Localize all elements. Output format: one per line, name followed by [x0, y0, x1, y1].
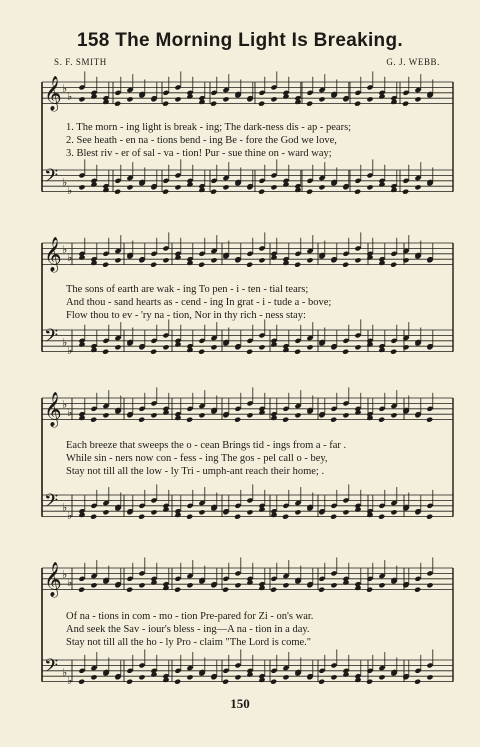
note-head [246, 349, 253, 355]
note-head [306, 344, 313, 350]
flat-icon: ♭ [67, 90, 73, 103]
note-head [294, 412, 301, 418]
note-head [150, 349, 157, 355]
treble-clef-icon: 𝄞 [44, 76, 62, 111]
lyric-line: Of na - tions in com - mo - tion Pre-pared for Zi - on's war. [66, 611, 314, 622]
note-head [198, 509, 205, 515]
note-head [162, 677, 169, 683]
note-head [210, 101, 217, 107]
note-head [306, 101, 313, 107]
note-head [258, 257, 265, 263]
note-head [246, 509, 253, 515]
lyric-line: Stay not till all the low - ly Tri - umph-ant reach their home; . [66, 466, 325, 477]
note-head [90, 347, 97, 353]
note-head [426, 514, 433, 520]
flat-icon: ♭ [67, 576, 73, 589]
lyric-line: The sons of earth are wak - ing To pen - i - ten - tial tears; [66, 284, 309, 295]
lyric-line: While sin - ners now con - fess - ing The gos - pel call o - bey, [66, 453, 328, 464]
note-head [174, 587, 181, 593]
flat-icon: ♭ [62, 398, 68, 411]
note-head [78, 254, 85, 260]
note-head [186, 514, 193, 520]
note-head [294, 509, 301, 515]
note-head [258, 585, 265, 591]
bass-clef-icon: 𝄢 [44, 166, 59, 191]
note-head [270, 96, 277, 102]
lyricist-credit: S. F. SMITH [54, 57, 107, 67]
note-head [246, 262, 253, 268]
note-head [90, 417, 97, 423]
note-head [198, 262, 205, 268]
note-head [258, 677, 265, 683]
note-head [354, 344, 361, 350]
note-head [426, 674, 433, 680]
note-head [78, 415, 85, 421]
note-head [258, 409, 265, 415]
note-head [78, 587, 85, 593]
note-head [366, 587, 373, 593]
flat-icon: ♭ [67, 509, 73, 522]
note-head [306, 257, 313, 263]
treble-clef-icon: 𝄞 [44, 392, 62, 427]
note-head [78, 679, 85, 685]
flat-icon: ♭ [67, 251, 73, 264]
note-head [366, 184, 373, 190]
lyric-line: 2. See heath - en na - tions bend - ing Be - fore the God we love, [66, 135, 337, 146]
note-head [114, 189, 121, 195]
note-head [210, 257, 217, 263]
note-head [318, 96, 325, 102]
note-head [102, 99, 109, 105]
note-head [198, 349, 205, 355]
note-head [390, 412, 397, 418]
note-head [222, 679, 229, 685]
flat-icon: ♭ [62, 501, 68, 514]
note-head [174, 254, 181, 260]
note-head [186, 181, 193, 187]
note-head [234, 417, 241, 423]
note-head [342, 671, 349, 677]
note-head [402, 257, 409, 263]
note-head [210, 189, 217, 195]
note-head [162, 409, 169, 415]
note-head [414, 587, 421, 593]
note-head [90, 93, 97, 99]
note-head [330, 514, 337, 520]
note-head [342, 579, 349, 585]
note-head [366, 341, 373, 347]
hymn-number: 158 [77, 30, 110, 51]
note-head [342, 349, 349, 355]
note-head [366, 254, 373, 260]
note-head [162, 585, 169, 591]
note-head [294, 349, 301, 355]
note-head [162, 189, 169, 195]
note-head [330, 674, 337, 680]
note-head [318, 587, 325, 593]
note-head [246, 412, 253, 418]
note-head [270, 587, 277, 593]
note-head [390, 509, 397, 515]
note-head [162, 101, 169, 107]
note-head [78, 341, 85, 347]
treble-clef-icon: 𝄞 [44, 237, 62, 272]
note-head [270, 415, 277, 421]
note-head [390, 349, 397, 355]
note-head [378, 417, 385, 423]
note-head [102, 349, 109, 355]
hymn-name: The Morning Light Is Breaking. [115, 30, 403, 51]
note-head [174, 184, 181, 190]
note-head [186, 674, 193, 680]
flat-icon: ♭ [62, 176, 68, 189]
note-head [282, 347, 289, 353]
note-head [378, 181, 385, 187]
note-head [270, 512, 277, 518]
note-head [138, 514, 145, 520]
note-head [378, 260, 385, 266]
lyric-line: Stay not till all the ho - ly Pro - claim "The Lord is come." [66, 637, 312, 648]
note-head [198, 412, 205, 418]
note-head [138, 582, 145, 588]
note-head [126, 587, 133, 593]
note-head [306, 189, 313, 195]
note-head [366, 679, 373, 685]
note-head [150, 579, 157, 585]
note-head [402, 101, 409, 107]
note-head [282, 260, 289, 266]
note-head [102, 412, 109, 418]
note-head [186, 260, 193, 266]
note-head [186, 93, 193, 99]
flat-icon: ♭ [62, 568, 68, 581]
note-head [234, 582, 241, 588]
note-head [126, 184, 133, 190]
note-head [294, 187, 301, 193]
lyric-line: 1. The morn - ing light is break - ing; The dark-ness dis - ap - pears; [66, 122, 352, 133]
note-head [330, 417, 337, 423]
note-head [90, 582, 97, 588]
note-head [354, 409, 361, 415]
note-head [282, 93, 289, 99]
note-head [378, 514, 385, 520]
note-head [270, 341, 277, 347]
note-head [174, 679, 181, 685]
note-head [414, 96, 421, 102]
note-head [150, 412, 157, 418]
page-number: 150 [230, 696, 250, 711]
note-head [186, 417, 193, 423]
note-head [426, 582, 433, 588]
note-head [198, 99, 205, 105]
note-head [186, 347, 193, 353]
note-head [414, 184, 421, 190]
note-head [246, 671, 253, 677]
note-head [90, 514, 97, 520]
note-head [330, 582, 337, 588]
note-head [258, 344, 265, 350]
note-head [222, 184, 229, 190]
note-head [138, 674, 145, 680]
note-head [366, 512, 373, 518]
note-head [102, 262, 109, 268]
note-head [150, 262, 157, 268]
treble-clef-icon: 𝄞 [44, 562, 62, 597]
note-head [354, 506, 361, 512]
note-head [282, 674, 289, 680]
note-head [138, 417, 145, 423]
note-head [126, 679, 133, 685]
note-head [78, 184, 85, 190]
note-head [174, 341, 181, 347]
note-head [222, 96, 229, 102]
lyric-line: And seek the Sav - iour's bless - ing—A na - tion in a day. [66, 624, 310, 635]
note-head [234, 514, 241, 520]
note-head [390, 99, 397, 105]
flat-icon: ♭ [62, 243, 68, 256]
note-head [102, 187, 109, 193]
note-head [342, 509, 349, 515]
flat-icon: ♭ [62, 666, 68, 679]
composer-credit: G. J. WEBB. [386, 57, 440, 67]
note-head [174, 96, 181, 102]
note-head [354, 189, 361, 195]
bass-clef-icon: 𝄢 [44, 491, 59, 516]
note-head [258, 101, 265, 107]
note-head [186, 582, 193, 588]
note-head [390, 262, 397, 268]
note-head [198, 187, 205, 193]
lyric-line: Flow thou to ev - 'ry na - tion, Nor in thy rich - ness stay: [66, 310, 306, 321]
note-head [258, 189, 265, 195]
note-head [282, 417, 289, 423]
note-head [246, 579, 253, 585]
note-head [126, 96, 133, 102]
note-head [342, 262, 349, 268]
bass-clef-icon: 𝄢 [44, 656, 59, 681]
note-head [378, 347, 385, 353]
note-head [90, 181, 97, 187]
flat-icon: ♭ [67, 674, 73, 687]
flat-icon: ♭ [62, 336, 68, 349]
note-head [258, 506, 265, 512]
note-head [162, 257, 169, 263]
note-head [282, 514, 289, 520]
note-head [270, 679, 277, 685]
note-head [294, 262, 301, 268]
note-head [162, 344, 169, 350]
note-head [282, 181, 289, 187]
note-head [114, 344, 121, 350]
note-head [366, 96, 373, 102]
note-head [270, 254, 277, 260]
lyric-line: And thou - sand hearts as - cend - ing In grat - i - tude a - bove; [66, 297, 332, 308]
note-head [102, 509, 109, 515]
note-head [426, 417, 433, 423]
note-head [390, 187, 397, 193]
note-head [294, 99, 301, 105]
note-head [354, 585, 361, 591]
note-head [402, 189, 409, 195]
note-head [378, 674, 385, 680]
note-head [378, 93, 385, 99]
lyric-line: Each breeze that sweeps the o - cean Brings tid - ings from a - far . [66, 440, 347, 451]
note-head [318, 679, 325, 685]
note-head [318, 184, 325, 190]
note-head [90, 260, 97, 266]
flat-icon: ♭ [62, 82, 68, 95]
note-head [162, 506, 169, 512]
note-head [414, 679, 421, 685]
note-head [210, 344, 217, 350]
note-head [90, 674, 97, 680]
note-head [174, 415, 181, 421]
note-head [78, 96, 85, 102]
lyric-line: 3. Blest riv - er of sal - va - tion! Pur - sue thine on - ward way; [66, 148, 332, 159]
flat-icon: ♭ [67, 406, 73, 419]
note-head [366, 415, 373, 421]
bass-clef-icon: 𝄢 [44, 326, 59, 351]
note-head [282, 582, 289, 588]
note-head [114, 257, 121, 263]
note-head [222, 587, 229, 593]
note-head [270, 184, 277, 190]
note-head [354, 677, 361, 683]
note-head [378, 582, 385, 588]
note-head [342, 412, 349, 418]
note-head [150, 509, 157, 515]
note-head [354, 257, 361, 263]
note-head [114, 101, 121, 107]
note-head [234, 674, 241, 680]
note-head [402, 344, 409, 350]
note-head [174, 512, 181, 518]
flat-icon: ♭ [67, 344, 73, 357]
flat-icon: ♭ [67, 184, 73, 197]
note-head [78, 512, 85, 518]
note-head [150, 671, 157, 677]
note-head [354, 101, 361, 107]
